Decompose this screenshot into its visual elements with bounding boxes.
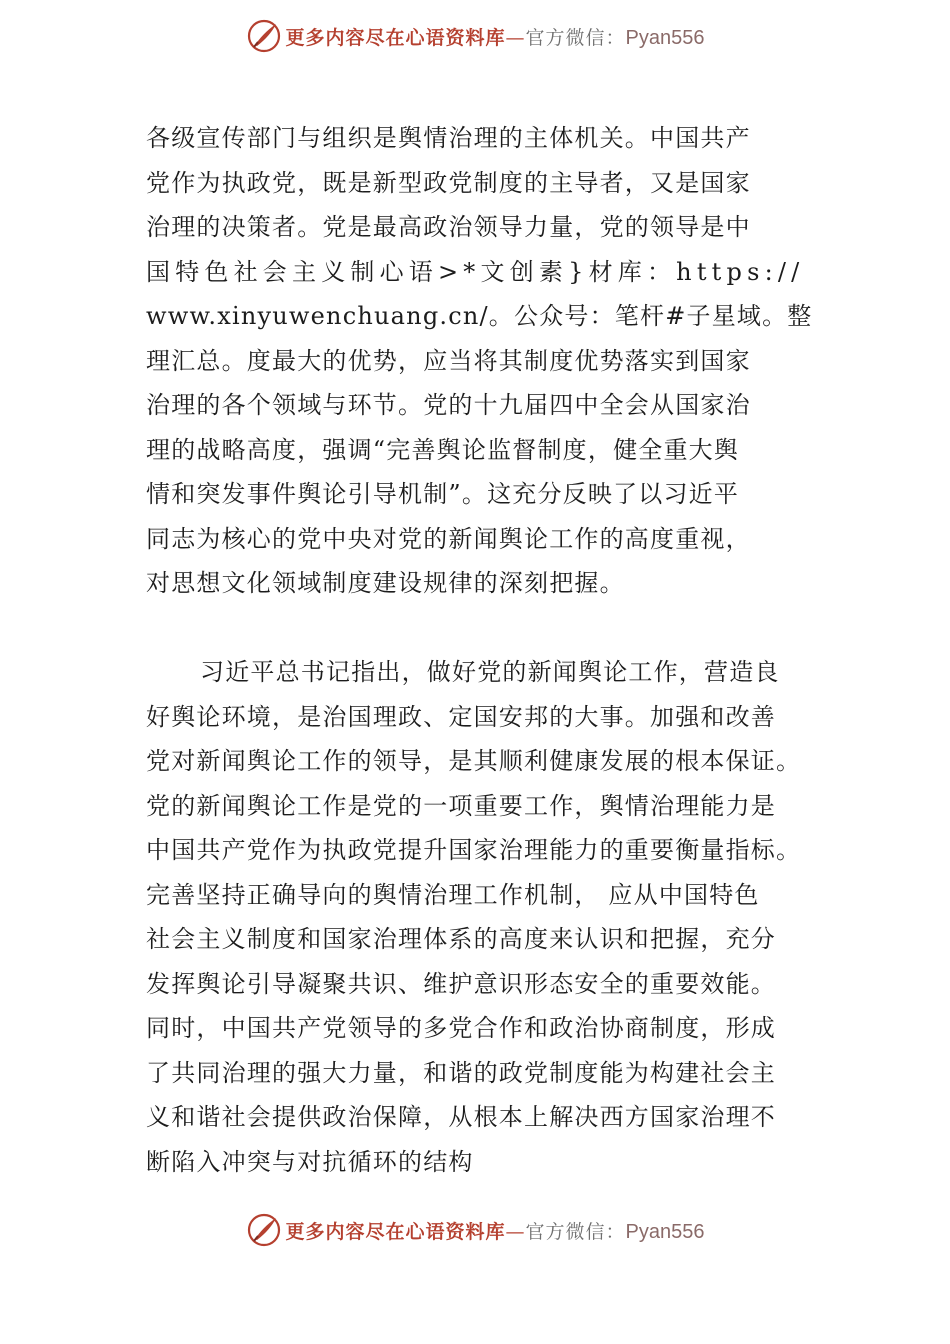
text-line: 好舆论环境，是治国理政、定国安邦的大事。加强和改善 [146, 702, 776, 731]
text-line: 治理的各个领域与环节。党的十九届四中全会从国家治 [146, 391, 751, 419]
text-line: 同志为核心的党中央对党的新闻舆论工作的高度重视， [146, 524, 751, 553]
brand-name: 更多内容尽在心语资料库 [285, 1220, 506, 1243]
text-line: 断陷入冲突与对抗循环的结构 [146, 1147, 474, 1176]
text-line: 义和谐社会提供政治保障，从根本上解决西方国家治理不 [146, 1103, 776, 1131]
wechat-id: Pyan556 [625, 1220, 705, 1243]
header-banner-text [286, 23, 705, 50]
text-line: 理的战略高度，强调“完善舆论监督制度，健全重大舆 [146, 435, 740, 464]
text-line: 同时，中国共产党领导的多党合作和政治协商制度，形成 [146, 1014, 776, 1042]
paragraph-gap [146, 606, 846, 651]
quill-logo-icon [246, 18, 282, 54]
text-line: 了共同治理的强大力量，和谐的政党制度能为构建社会主 [146, 1058, 776, 1087]
text-line: 党的新闻舆论工作是党的一项重要工作，舆情治理能力是 [146, 791, 776, 820]
text-line: 治理的决策者。党是最高政治领导力量，党的领导是中 [146, 213, 751, 241]
text-line: 中国共产党作为执政党提升国家治理能力的重要衡量指标。 [146, 836, 802, 864]
text-line: 理汇总。度最大的优势，应当将其制度优势落实到国家 [146, 346, 751, 375]
paragraph-1 [146, 116, 846, 606]
banner-dash: — [505, 26, 526, 49]
text-line: 发挥舆论引导凝聚共识、维护意识形态安全的重要效能。 [146, 969, 776, 998]
text-line: 习近平总书记指出，做好党的新闻舆论工作，营造良 [200, 658, 780, 686]
paragraph-2 [146, 650, 846, 1184]
footer-banner [0, 1208, 950, 1252]
header-banner [0, 14, 950, 58]
text-line: 情和突发事件舆论引导机制”。这充分反映了以习近平 [146, 480, 740, 508]
text-line: 国特色社会主义制心语>*文创素}材库：https:// [146, 257, 805, 286]
banner-dash: — [505, 1220, 526, 1243]
text-line: 完善坚持正确导向的舆情治理工作机制， 应从中国特色 [146, 880, 760, 909]
document-body [146, 116, 846, 1184]
text-line: 党作为执政党，既是新型政党制度的主导者，又是国家 [146, 168, 751, 197]
text-line: www.xinyuwenchuang.cn/。公众号：笔杆#子星域。整 [146, 302, 813, 330]
footer-banner-text [286, 1217, 705, 1244]
text-line: 社会主义制度和国家治理体系的高度来认识和把握，充分 [146, 925, 776, 953]
text-line: 党对新闻舆论工作的领导，是其顺利健康发展的根本保证。 [146, 747, 802, 775]
brand-name: 更多内容尽在心语资料库 [285, 26, 506, 49]
text-line: 对思想文化领域制度建设规律的深刻把握。 [146, 569, 625, 597]
wechat-label: 官方微信： [525, 1220, 626, 1243]
quill-logo-icon [246, 1212, 282, 1248]
wechat-label: 官方微信： [525, 26, 626, 49]
text-line: 各级宣传部门与组织是舆情治理的主体机关。中国共产 [146, 124, 751, 152]
wechat-id: Pyan556 [625, 26, 705, 49]
